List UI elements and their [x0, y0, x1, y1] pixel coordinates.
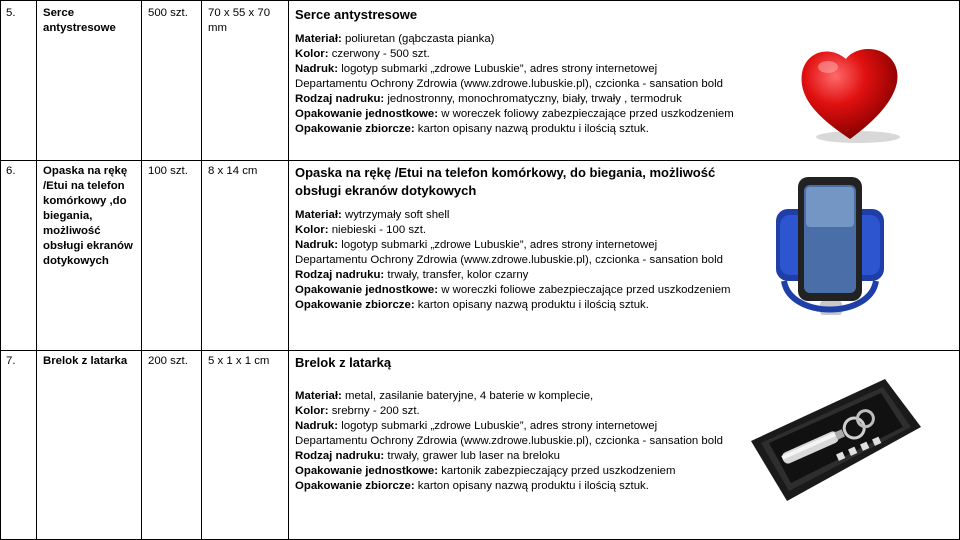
product-name: Brelok z latarka [43, 355, 128, 367]
description-line: Departamentu Ochrony Zdrowia (www.zdrowe.lubuskie.pl), czcionka - sansation bold [295, 78, 723, 90]
description-line: Materiał: poliuretan (gąbczasta pianka) [295, 33, 495, 45]
description-line: Rodzaj nadruku: trwały, transfer, kolor czarny [295, 269, 529, 281]
product-dimensions: 5 x 1 x 1 cm [208, 355, 270, 367]
description-line: Rodzaj nadruku: jednostronny, monochromatyczny, biały, trwały , termodruk [295, 93, 682, 105]
description-line: Nadruk: logotyp submarki „zdrowe Lubuskie”, adres strony internetowej [295, 239, 658, 251]
description-line: Opakowanie jednostkowe: w woreczek foliowy zabezpieczające przed uszkodzeniem [295, 108, 734, 120]
description-line: Kolor: niebieski - 100 szt. [295, 224, 427, 236]
description-line: Nadruk: logotyp submarki „zdrowe Lubuskie”, adres strony internetowej [295, 63, 658, 75]
row-number: 6. [6, 165, 16, 177]
row-number: 7. [6, 355, 16, 367]
description-line: Departamentu Ochrony Zdrowia (www.zdrowe.lubuskie.pl), czcionka - sansation bold [295, 254, 723, 266]
armband-icon [770, 169, 890, 339]
description-line: Nadruk: logotyp submarki „zdrowe Lubuskie”, adres strony internetowej [295, 420, 658, 432]
description-line: Opakowanie zbiorcze: karton opisany nazwą produktu i ilością sztuk. [295, 299, 649, 311]
product-dimensions: 70 x 55 x 70 mm [208, 7, 271, 34]
product-name: Opaska na rękę /Etui na telefon komórkowy ,do biegania, możliwość obsługi ekranów dotykowych [43, 165, 133, 267]
row-number: 5. [6, 7, 16, 19]
product-quantity: 100 szt. [148, 165, 188, 177]
product-quantity: 500 szt. [148, 7, 188, 19]
description-line: Materiał: wytrzymały soft shell [295, 209, 450, 221]
description-line: Kolor: srebrny - 200 szt. [295, 405, 420, 417]
table-row [0, 160, 959, 351]
heart-icon [790, 39, 910, 149]
product-description [295, 354, 755, 494]
description-line: Opakowanie jednostkowe: kartonik zabezpieczający przed uszkodzeniem [295, 465, 676, 477]
product-description [295, 164, 755, 313]
description-title: Serce antystresowe [295, 7, 418, 22]
description-title: Opaska na rękę /Etui na telefon komórkowy, do biegania, możliwość obsługi ekranów dotykowych [295, 165, 716, 198]
description-line: Opakowanie zbiorcze: karton opisany nazwą produktu i ilością sztuk. [295, 480, 649, 492]
description-line: Rodzaj nadruku: trwały, grawer lub laser na breloku [295, 450, 561, 462]
description-line: Opakowanie jednostkowe: w woreczki foliowe zabezpieczające przed uszkodzeniem [295, 284, 731, 296]
description-line: Departamentu Ochrony Zdrowia (www.zdrowe.lubuskie.pl), czcionka - sansation bold [295, 435, 723, 447]
description-title: Brelok z latarką [295, 355, 392, 370]
flashlight-keychain-icon [745, 371, 925, 511]
product-name: Serce antystresowe [43, 7, 116, 34]
table-row [0, 0, 959, 161]
product-quantity: 200 szt. [148, 355, 188, 367]
product-description [295, 6, 755, 137]
table-row [0, 350, 959, 540]
product-dimensions: 8 x 14 cm [208, 165, 258, 177]
description-line: Materiał: metal, zasilanie bateryjne, 4 baterie w komplecie, [295, 390, 594, 402]
description-line: Kolor: czerwony - 500 szt. [295, 48, 430, 60]
description-line: Opakowanie zbiorcze: karton opisany nazwą produktu i ilością sztuk. [295, 123, 649, 135]
